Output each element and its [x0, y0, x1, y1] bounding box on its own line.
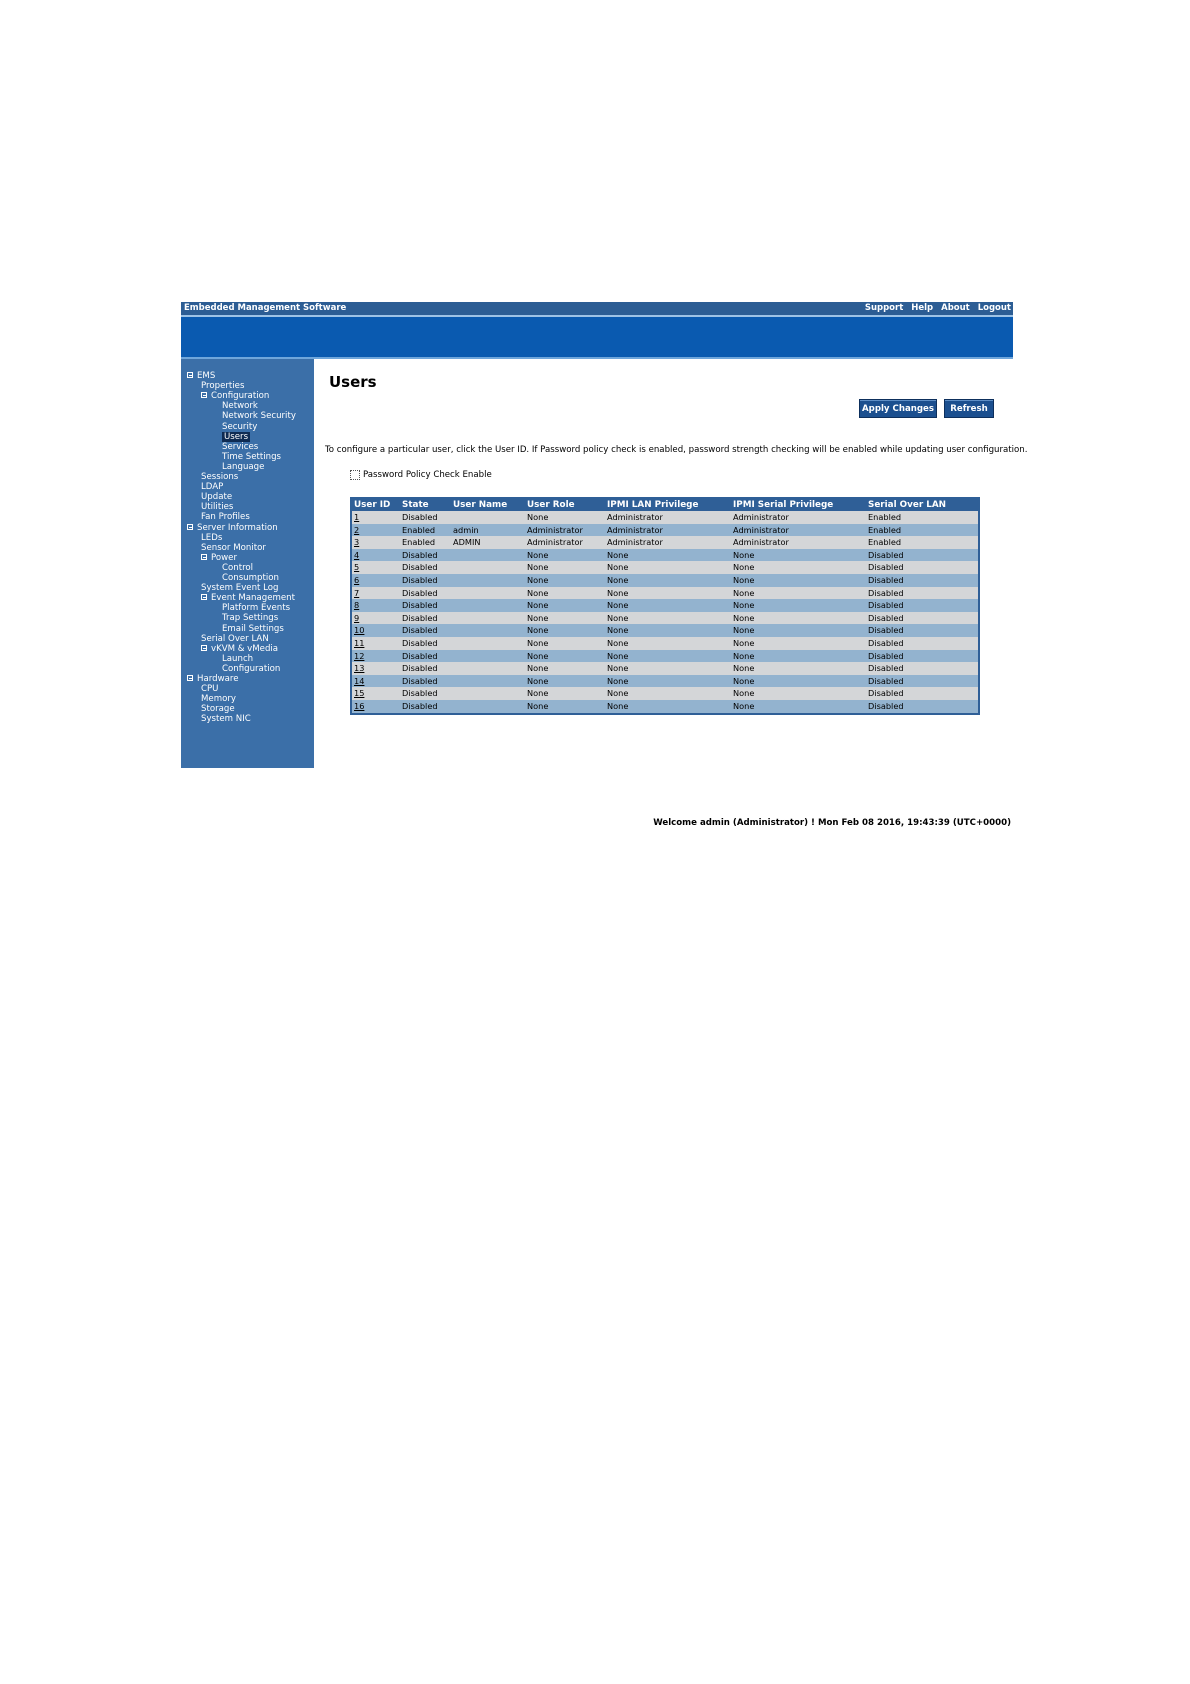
- cell-sol: Disabled: [866, 637, 978, 650]
- sidebar-item[interactable]: [201, 533, 222, 543]
- sidebar-item-label: Event Management: [211, 593, 295, 604]
- ems-window: [181, 302, 1028, 828]
- table-row: [352, 511, 978, 524]
- cell-user-id[interactable]: 12: [352, 650, 400, 663]
- sidebar-item-label: System NIC: [201, 714, 251, 725]
- col-user-id: User ID: [352, 499, 400, 511]
- cell-sol: Disabled: [866, 662, 978, 675]
- sidebar-item-label: Trap Settings: [222, 613, 279, 624]
- users-table-frame: [350, 497, 980, 715]
- sidebar-item-label: Update: [201, 492, 233, 503]
- cell-ipmi-lan: None: [605, 700, 731, 713]
- sidebar-item[interactable]: [187, 674, 239, 684]
- cell-ipmi-lan: Administrator: [605, 511, 731, 524]
- sidebar-item[interactable]: [201, 684, 218, 694]
- cell-sol: Disabled: [866, 700, 978, 713]
- cell-state: Disabled: [400, 700, 451, 713]
- sidebar-item[interactable]: [222, 401, 258, 411]
- sidebar-item[interactable]: [222, 563, 253, 573]
- sidebar-item-label: Configuration: [211, 391, 270, 402]
- cell-state: Enabled: [400, 536, 451, 549]
- cell-user-id[interactable]: 6: [352, 574, 400, 587]
- cell-user-name: ADMIN: [451, 536, 525, 549]
- sidebar-item[interactable]: [222, 411, 296, 421]
- sidebar-item[interactable]: [222, 624, 284, 634]
- sidebar-item-label: Sessions: [201, 472, 239, 482]
- cell-ipmi-serial: None: [731, 675, 866, 688]
- sidebar-item-label: Network: [222, 401, 258, 412]
- cell-ipmi-serial: None: [731, 637, 866, 650]
- cell-user-id[interactable]: 14: [352, 675, 400, 688]
- cell-sol: Enabled: [866, 536, 978, 549]
- sidebar: [181, 359, 314, 768]
- cell-user-id[interactable]: 11: [352, 637, 400, 650]
- cell-state: Disabled: [400, 675, 451, 688]
- cell-ipmi-lan: None: [605, 687, 731, 700]
- col-serial-over-lan: Serial Over LAN: [866, 499, 978, 511]
- sidebar-item[interactable]: [201, 381, 244, 391]
- top-links: [860, 302, 1011, 315]
- cell-sol: Disabled: [866, 561, 978, 574]
- cell-state: Disabled: [400, 612, 451, 625]
- table-row: [352, 574, 978, 587]
- cell-user-role: None: [525, 650, 605, 663]
- cell-user-role: None: [525, 624, 605, 637]
- sidebar-item-label: Utilities: [201, 502, 234, 513]
- cell-ipmi-serial: None: [731, 561, 866, 574]
- brand-title: Embedded Management Software: [184, 303, 347, 313]
- cell-state: Disabled: [400, 587, 451, 600]
- cell-ipmi-lan: None: [605, 637, 731, 650]
- table-row: [352, 587, 978, 600]
- cell-sol: Disabled: [866, 587, 978, 600]
- cell-user-name: [451, 599, 525, 612]
- cell-user-role: None: [525, 511, 605, 524]
- cell-ipmi-lan: None: [605, 561, 731, 574]
- cell-user-role: None: [525, 561, 605, 574]
- cell-user-role: None: [525, 612, 605, 625]
- cell-sol: Disabled: [866, 549, 978, 562]
- sidebar-item[interactable]: [201, 583, 278, 593]
- cell-user-role: Administrator: [525, 536, 605, 549]
- table-row: [352, 687, 978, 700]
- about-link[interactable]: About: [941, 303, 970, 313]
- cell-ipmi-lan: None: [605, 662, 731, 675]
- cell-user-role: None: [525, 549, 605, 562]
- sidebar-item-label: Control: [222, 562, 254, 573]
- sidebar-item-label: LDAP: [201, 482, 224, 493]
- cell-state: Disabled: [400, 511, 451, 524]
- sidebar-item[interactable]: [187, 523, 278, 533]
- sidebar-item[interactable]: [201, 512, 250, 522]
- sidebar-item[interactable]: [222, 613, 278, 623]
- sidebar-item-label: Email Settings: [222, 623, 284, 634]
- sidebar-item[interactable]: [222, 654, 253, 664]
- table-row: [352, 612, 978, 625]
- sidebar-item-label: Properties: [201, 381, 245, 392]
- sidebar-item-label: LEDs: [201, 532, 223, 543]
- cell-ipmi-serial: Administrator: [731, 524, 866, 537]
- sidebar-item[interactable]: [222, 573, 279, 583]
- cell-sol: Enabled: [866, 511, 978, 524]
- cell-ipmi-lan: Administrator: [605, 536, 731, 549]
- sidebar-item[interactable]: [222, 603, 290, 613]
- cell-ipmi-serial: Administrator: [731, 511, 866, 524]
- sidebar-item-label: CPU: [201, 684, 219, 695]
- cell-user-id[interactable]: 9: [352, 612, 400, 625]
- sidebar-item[interactable]: [222, 664, 280, 674]
- sidebar-item[interactable]: [201, 593, 295, 603]
- help-link[interactable]: Help: [911, 303, 934, 313]
- refresh-button[interactable]: Refresh: [944, 399, 994, 418]
- cell-ipmi-serial: None: [731, 549, 866, 562]
- cell-user-id[interactable]: 16: [352, 700, 400, 713]
- sidebar-item-label: Memory: [201, 694, 236, 705]
- users-table-body: [352, 511, 978, 713]
- sidebar-item[interactable]: [222, 432, 250, 442]
- sidebar-item[interactable]: [201, 543, 266, 553]
- cell-ipmi-serial: Administrator: [731, 536, 866, 549]
- sidebar-item[interactable]: [201, 472, 238, 482]
- cell-state: Disabled: [400, 561, 451, 574]
- cell-user-id[interactable]: 3: [352, 536, 400, 549]
- collapse-toggle-icon[interactable]: [201, 554, 207, 560]
- sidebar-item-label: Server Information: [197, 522, 278, 533]
- cell-user-name: [451, 561, 525, 574]
- collapse-toggle-icon[interactable]: [201, 392, 207, 398]
- sidebar-item[interactable]: [201, 694, 236, 704]
- sidebar-item-label: EMS: [197, 371, 216, 381]
- cell-user-role: None: [525, 587, 605, 600]
- cell-ipmi-lan: None: [605, 587, 731, 600]
- cell-state: Disabled: [400, 549, 451, 562]
- collapse-toggle-icon[interactable]: [201, 594, 207, 600]
- cell-user-name: [451, 549, 525, 562]
- cell-user-id[interactable]: 7: [352, 587, 400, 600]
- users-table: [352, 499, 978, 713]
- table-row: [352, 650, 978, 663]
- sidebar-item-label: Serial Over LAN: [201, 633, 269, 644]
- cell-user-id[interactable]: 10: [352, 624, 400, 637]
- table-row: [352, 536, 978, 549]
- collapse-toggle-icon[interactable]: [187, 675, 193, 681]
- cell-ipmi-serial: None: [731, 700, 866, 713]
- col-ipmi-lan-privilege: IPMI LAN Privilege: [605, 499, 731, 511]
- apply-changes-button[interactable]: Apply Changes: [859, 399, 937, 418]
- collapse-toggle-icon[interactable]: [187, 524, 193, 530]
- cell-state: Disabled: [400, 637, 451, 650]
- cell-user-role: None: [525, 675, 605, 688]
- cell-user-role: None: [525, 662, 605, 675]
- sidebar-item[interactable]: [201, 634, 269, 644]
- sidebar-item-label: Time Settings: [222, 451, 282, 462]
- cell-state: Disabled: [400, 662, 451, 675]
- table-row: [352, 675, 978, 688]
- collapse-toggle-icon[interactable]: [201, 645, 207, 651]
- cell-state: Disabled: [400, 599, 451, 612]
- cell-ipmi-serial: None: [731, 587, 866, 600]
- cell-ipmi-lan: None: [605, 612, 731, 625]
- sidebar-item-label: Hardware: [197, 674, 239, 684]
- table-row: [352, 637, 978, 650]
- cell-user-id[interactable]: 2: [352, 524, 400, 537]
- sidebar-item-label: Launch: [222, 653, 254, 664]
- table-row: [352, 561, 978, 574]
- cell-state: Disabled: [400, 574, 451, 587]
- cell-state: Disabled: [400, 650, 451, 663]
- sidebar-item-label: Sensor Monitor: [201, 542, 266, 553]
- cell-ipmi-serial: None: [731, 599, 866, 612]
- cell-user-name: admin: [451, 524, 525, 537]
- password-policy-checkbox[interactable]: [350, 470, 360, 480]
- cell-user-id[interactable]: 15: [352, 687, 400, 700]
- sidebar-item[interactable]: [222, 462, 264, 472]
- sidebar-item-label: Power: [211, 552, 237, 563]
- col-user-name: User Name: [451, 499, 525, 511]
- cell-ipmi-lan: None: [605, 650, 731, 663]
- cell-user-name: [451, 612, 525, 625]
- sidebar-item[interactable]: [201, 704, 235, 714]
- sidebar-item[interactable]: [201, 492, 232, 502]
- cell-user-name: [451, 587, 525, 600]
- cell-ipmi-serial: None: [731, 662, 866, 675]
- cell-ipmi-lan: None: [605, 574, 731, 587]
- sidebar-item-label: Language: [222, 461, 265, 472]
- cell-ipmi-serial: None: [731, 612, 866, 625]
- cell-user-name: [451, 637, 525, 650]
- sidebar-item-label: Configuration: [222, 663, 281, 674]
- table-row: [352, 549, 978, 562]
- password-policy-label: Password Policy Check Enable: [363, 470, 492, 480]
- cell-state: Disabled: [400, 687, 451, 700]
- cell-user-id[interactable]: 4: [352, 549, 400, 562]
- table-row: [352, 624, 978, 637]
- sidebar-item-label: Services: [222, 441, 259, 452]
- cell-user-role: None: [525, 637, 605, 650]
- cell-ipmi-lan: Administrator: [605, 524, 731, 537]
- logout-link[interactable]: Logout: [977, 303, 1011, 313]
- top-bar: [181, 302, 1013, 315]
- cell-user-name: [451, 511, 525, 524]
- table-row: [352, 599, 978, 612]
- header-banner: [181, 317, 1013, 357]
- cell-sol: Enabled: [866, 524, 978, 537]
- cell-sol: Disabled: [866, 612, 978, 625]
- cell-ipmi-lan: None: [605, 624, 731, 637]
- sidebar-item-label: Users: [224, 431, 249, 442]
- col-state: State: [400, 499, 451, 511]
- sidebar-item[interactable]: [201, 553, 237, 563]
- table-row: [352, 524, 978, 537]
- sidebar-item[interactable]: [201, 391, 269, 401]
- sidebar-item[interactable]: [222, 452, 281, 462]
- cell-user-id[interactable]: 8: [352, 599, 400, 612]
- cell-ipmi-lan: None: [605, 599, 731, 612]
- cell-ipmi-serial: None: [731, 650, 866, 663]
- sidebar-item-label: Network Security: [222, 411, 296, 422]
- sidebar-item-label: Fan Profiles: [201, 512, 250, 523]
- cell-user-role: None: [525, 599, 605, 612]
- sidebar-item-label: vKVM & vMedia: [211, 643, 279, 654]
- cell-sol: Disabled: [866, 687, 978, 700]
- col-ipmi-serial-privilege: IPMI Serial Privilege: [731, 499, 866, 511]
- cell-user-role: None: [525, 574, 605, 587]
- table-row: [352, 662, 978, 675]
- sidebar-item-label: Security: [222, 421, 258, 432]
- cell-user-name: [451, 662, 525, 675]
- cell-user-name: [451, 675, 525, 688]
- page-title: Users: [329, 373, 377, 391]
- table-header-row: [352, 499, 978, 511]
- col-user-role: User Role: [525, 499, 605, 511]
- cell-user-id[interactable]: 1: [352, 511, 400, 524]
- cell-user-name: [451, 700, 525, 713]
- cell-ipmi-serial: None: [731, 574, 866, 587]
- cell-sol: Disabled: [866, 675, 978, 688]
- cell-user-role: None: [525, 687, 605, 700]
- cell-ipmi-serial: None: [731, 687, 866, 700]
- password-policy-row: [350, 470, 492, 481]
- collapse-toggle-icon[interactable]: [187, 372, 193, 378]
- cell-user-id[interactable]: 13: [352, 662, 400, 675]
- sidebar-item-label: Consumption: [222, 573, 279, 583]
- cell-sol: Disabled: [866, 574, 978, 587]
- sidebar-item[interactable]: [201, 482, 223, 492]
- sidebar-item[interactable]: [222, 442, 258, 452]
- cell-user-role: None: [525, 700, 605, 713]
- cell-user-role: Administrator: [525, 524, 605, 537]
- support-link[interactable]: Support: [864, 303, 904, 313]
- sidebar-item[interactable]: [222, 422, 257, 432]
- cell-sol: Disabled: [866, 624, 978, 637]
- sidebar-item[interactable]: [201, 502, 233, 512]
- cell-user-name: [451, 624, 525, 637]
- cell-ipmi-serial: None: [731, 624, 866, 637]
- cell-state: Enabled: [400, 524, 451, 537]
- cell-sol: Disabled: [866, 599, 978, 612]
- status-footer: Welcome admin (Administrator) ! Mon Feb 08 2016, 19:43:39 (UTC+0000): [653, 818, 1011, 828]
- table-row: [352, 700, 978, 713]
- sidebar-item[interactable]: [201, 644, 278, 654]
- sidebar-item[interactable]: [187, 371, 215, 381]
- cell-state: Disabled: [400, 624, 451, 637]
- sidebar-item[interactable]: [201, 714, 251, 724]
- sidebar-item-label: Storage: [201, 704, 235, 715]
- cell-user-name: [451, 687, 525, 700]
- cell-user-name: [451, 650, 525, 663]
- sidebar-item-label: Platform Events: [222, 603, 291, 614]
- info-text: To configure a particular user, click the User ID. If Password policy check is enabled, password strength checking will be enabled while updating user configuration.: [325, 445, 1028, 455]
- cell-user-name: [451, 574, 525, 587]
- cell-ipmi-lan: None: [605, 675, 731, 688]
- cell-sol: Disabled: [866, 650, 978, 663]
- cell-ipmi-lan: None: [605, 549, 731, 562]
- sidebar-item-label: System Event Log: [201, 583, 279, 594]
- main-content: [314, 359, 1028, 828]
- cell-user-id[interactable]: 5: [352, 561, 400, 574]
